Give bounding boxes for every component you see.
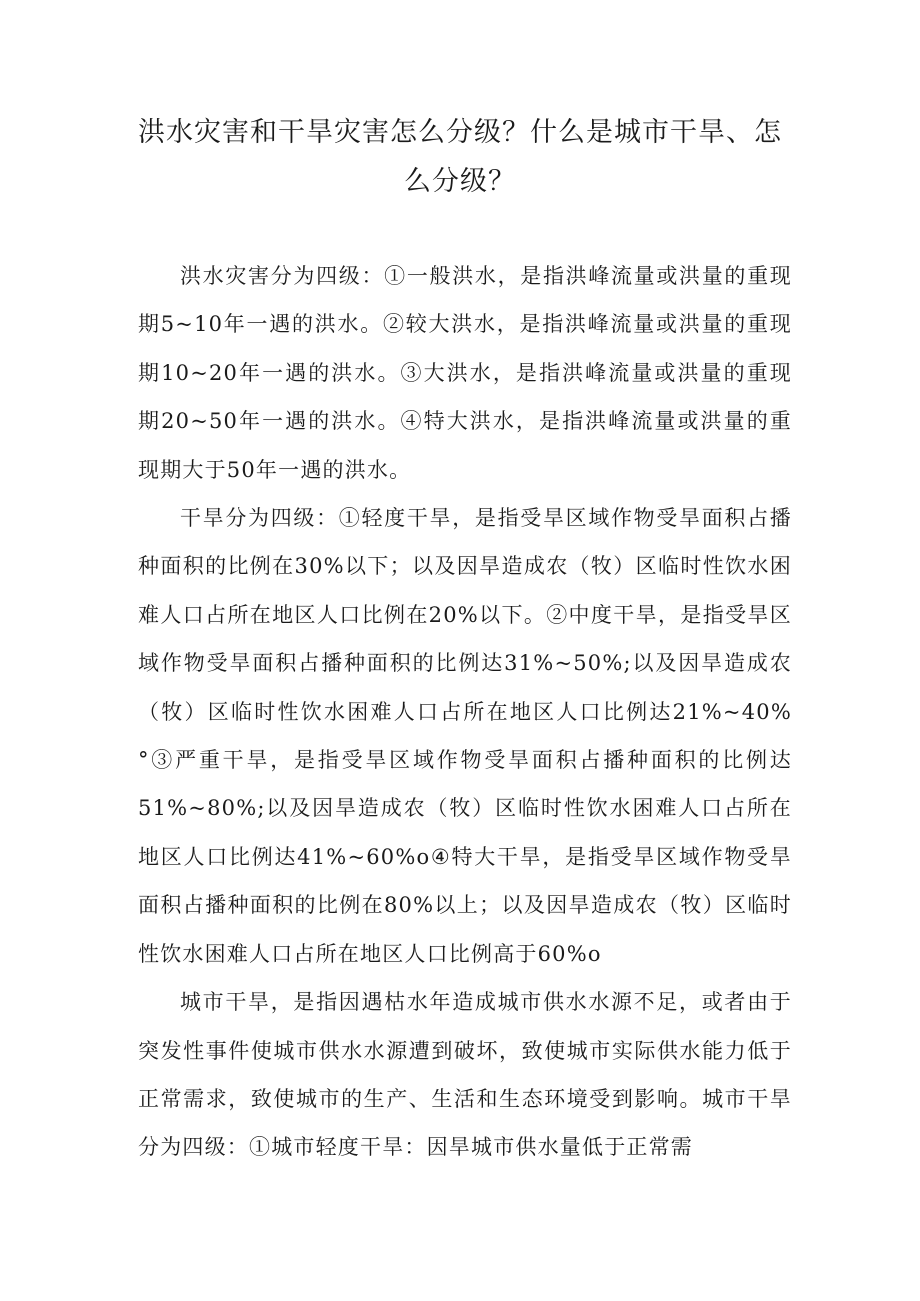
- paragraph-drought-levels: 干旱分为四级：①轻度干旱，是指受旱区域作物受旱面积占播种面积的比例在30%以下；以及因旱造成农（牧）区临时性饮水困难人口占所在地区人口比例在20%以下。②中度干旱，是指受旱区域作物受旱面积占播种面积的比例达31%~50%;以及因旱造成农（牧）区临时性饮水困难人口占所在地区人口比例达21%~40%°③严重干旱，是指受旱区域作物受旱面积占播种面积的比例达51%~80%;以及因旱造成农（牧）区临时性饮水困难人口占所在地区人口比例达41%~60%o④特大干旱，是指受旱区域作物受旱面积占播种面积的比例在80%以上；以及因旱造成农（牧）区临时性饮水困难人口占所在地区人口比例高于60%o: [138, 506, 792, 966]
- document-title: 洪水灾害和干旱灾害怎么分级？什么是城市干旱、怎么分级？: [138, 117, 782, 197]
- paragraph-urban-drought: 城市干旱，是指因遇枯水年造成城市供水水源不足，或者由于突发性事件使城市供水水源遭到破坏，致使城市实际供水能力低于正常需求，致使城市的生产、生活和生态环境受到影响。城市干旱分为四级：①城市轻度干旱：因旱城市供水量低于正常需: [138, 990, 792, 1160]
- document-body: [138, 252, 792, 1172]
- paragraph-flood-levels: 洪水灾害分为四级：①一般洪水，是指洪峰流量或洪量的重现期5~10年一遇的洪水。②较大洪水，是指洪峰流量或洪量的重现期10~20年一遇的洪水。③大洪水，是指洪峰流量或洪量的重现期20~50年一遇的洪水。④特大洪水，是指洪峰流量或洪量的重现期大于50年一遇的洪水。: [138, 264, 792, 482]
